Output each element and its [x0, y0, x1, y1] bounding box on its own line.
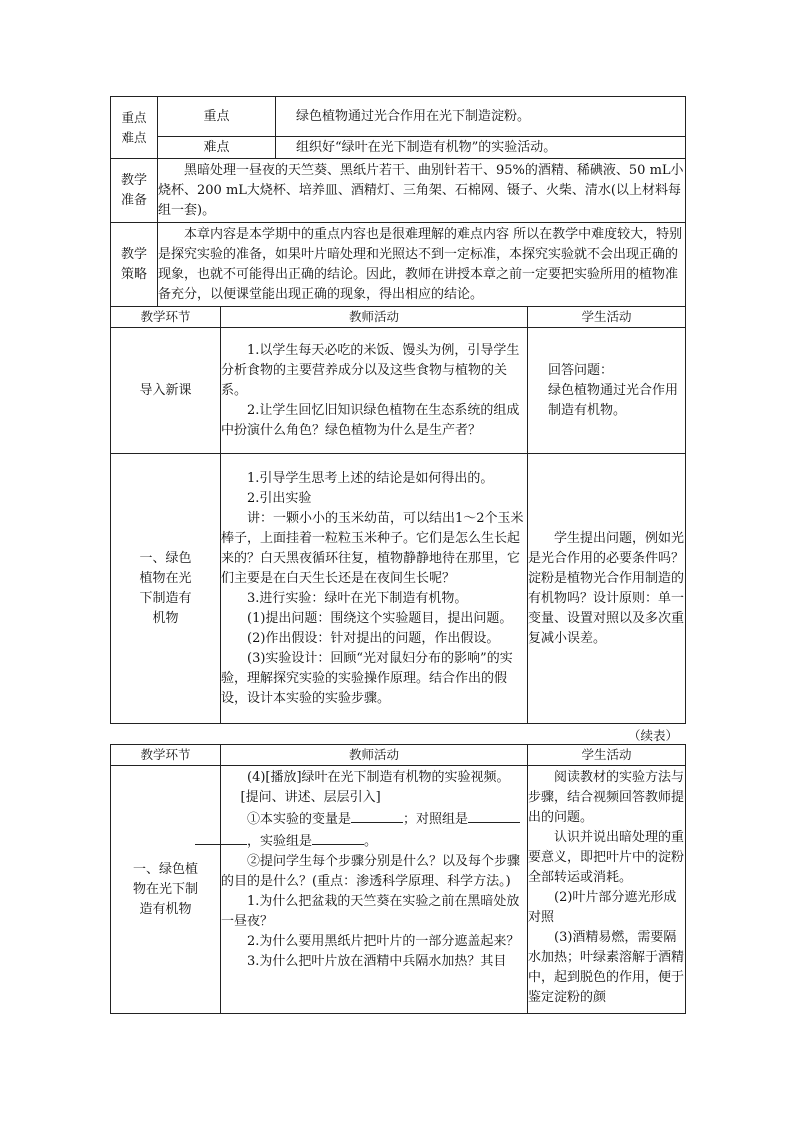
student-intro-p1: 回答问题：: [548, 362, 614, 378]
student-intro: [528, 328, 686, 454]
continued-label: （续表）: [628, 728, 679, 743]
header-teacher: 教师活动: [221, 307, 528, 328]
experimental-blank: [312, 830, 364, 845]
teacher-exp-p4: 3.进行实验：绿叶在光下制造有机物。: [247, 590, 468, 606]
teacher-exp2-p1: (4)[播放]绿叶在光下制造有机物的实验视频。: [247, 770, 510, 785]
student-exp2-p1: 阅读教材的实验方法与步骤，结合视频回答教师提出的问题。: [528, 770, 685, 825]
teacher-intro-p2: 2.让学生回忆旧知识绿色植物在生态系统的组成中扮演什么角色？绿色植物为什么是生产者？: [221, 402, 520, 438]
variable-prompt: ①本实验的变量是: [247, 812, 352, 827]
experimental-prompt: ，实验组是: [247, 834, 313, 849]
stage-experiment-2: [111, 766, 221, 1014]
focus-group-label-text: 重点难点: [121, 109, 147, 145]
lesson-table-top: [110, 96, 686, 307]
teacher-exp2-p6: 2.为什么要用黑纸片把叶片的一部分遮盖起来？: [247, 934, 520, 949]
teacher-exp2-p3: [221, 808, 527, 852]
header-stage: 教学环节: [111, 307, 221, 328]
student-exp2-p4: (3)酒精易燃，需要隔水加热；叶绿素溶解于酒精中，起到脱色的作用，便于鉴定淀粉的颜: [528, 930, 685, 1005]
strategy-label: [111, 223, 158, 307]
stage-experiment-2-text: 一、绿色植物在光下制造有机物: [132, 861, 198, 917]
strategy-text: 本章内容是本学期中的重点内容也是很难理解的难点内容 所以在教学中难度较大，特别是探究实验的准备，如果叶片暗处理和光照达不到一定标准，本探究实验就不会出现正确的现象，也就不可能得出正确的结论。因此，教师在讲授本章之前一定要把实验所用的植物准备充分，以便课堂能出现正确的现象，得出相应的结论。: [158, 223, 686, 307]
activity-table: [110, 306, 686, 724]
teacher-experiment: [221, 454, 528, 724]
stage-intro: 导入新课: [111, 328, 221, 454]
student-exp2-p2: 认识并说出暗处理的重要意义，即把叶片中的淀粉全部转运或消耗。: [528, 830, 685, 885]
prep-label-text: 教学准备: [120, 172, 147, 208]
prep-label: [111, 159, 158, 223]
header-student: 学生活动: [528, 307, 686, 328]
teacher-exp-p3: 讲：一颗小小的玉米幼苗，可以结出1～2个玉米棒子，上面挂着一粒粒玉米种子。它们是怎么生长起来的？白天黑夜循环往复，植物静静地待在那里，它们主要是在白天生长还是在夜间生长呢？: [221, 510, 524, 586]
variable-blank: [351, 808, 403, 823]
strategy-label-text: 教学策略: [120, 246, 147, 282]
control-prompt: ；对照组是: [403, 812, 469, 827]
teacher-exp2-p7: 3.为什么把叶片放在酒精中兵隔水加热？其目: [247, 954, 507, 969]
stage-experiment-text: 一、绿色植物在光下制造有机物: [139, 550, 192, 626]
control-blank-1: [468, 808, 520, 823]
teacher-experiment-2: [221, 766, 528, 1014]
header-stage-2: 教学环节: [111, 745, 221, 766]
teacher-intro-p1: 1.以学生每天必吃的米饭、馒头为例，引导学生分析食物的主要营养成分以及这些食物与植物的关系。: [221, 342, 520, 398]
teacher-exp-p1: 1.引导学生思考上述的结论是如何得出的。: [247, 470, 494, 486]
teacher-exp-p5: (1)提出问题：围绕这个实验题目，提出问题。: [247, 610, 513, 626]
focus-label: 重点: [158, 97, 276, 137]
teacher-intro: [221, 328, 528, 454]
difficulty-text: 组织好“绿叶在光下制造有机物”的实验活动。: [276, 137, 686, 159]
prep-text: 黑暗处理一昼夜的天竺葵、黑纸片若干、曲别针若干、95%的酒精、稀碘液、50 mL小烧杯、200 mL大烧杯、培养皿、酒精灯、三角架、石棉网、镊子、火柴、清水(以上材料每组一套)。: [158, 159, 686, 223]
stage-experiment: [111, 454, 221, 724]
focus-text: 绿色植物通过光合作用在光下制造淀粉。: [276, 97, 686, 137]
difficulty-label: 难点: [158, 137, 276, 159]
teacher-exp-p7: (3)实验设计：回顾“光对鼠妇分布的影响”的实验，理解探究实验的实验操作原理。结合作出的假设，设计本实验的实验步骤。: [221, 650, 513, 706]
header-teacher-2: 教师活动: [221, 745, 528, 766]
teacher-exp-p6: (2)作出假设：针对提出的问题，作出假设。: [247, 630, 500, 646]
student-intro-p2: 绿色植物通过光合作用制造有机物。: [548, 382, 679, 418]
activity-table-continued: [110, 744, 686, 1014]
teacher-exp2-p5: 1.为什么把盆栽的天竺葵在实验之前在黑暗处放一昼夜？: [221, 894, 520, 929]
control-blank-2: [195, 830, 247, 845]
header-student-2: 学生活动: [528, 745, 686, 766]
teacher-exp2-p2: [提问、讲述、层层引入]: [240, 790, 381, 805]
student-exp2-p3: (2)叶片部分遮光形成对照: [528, 890, 677, 925]
student-experiment: 学生提出问题，例如光是光合作用的必要条件吗？淀粉是植物光合作用制造的有机物吗？设计原则：单一变量、设置对照以及多次重复减小误差。: [528, 454, 686, 724]
student-experiment-2: [528, 766, 686, 1014]
teacher-exp2-p4: ②提问学生每个步骤分别是什么？以及每个步骤的目的是什么？(重点：渗透科学原理、科学方法。): [221, 854, 521, 889]
period: 。: [364, 834, 378, 849]
teacher-exp-p2: 2.引出实验: [247, 490, 312, 506]
focus-group-label: [111, 97, 158, 159]
